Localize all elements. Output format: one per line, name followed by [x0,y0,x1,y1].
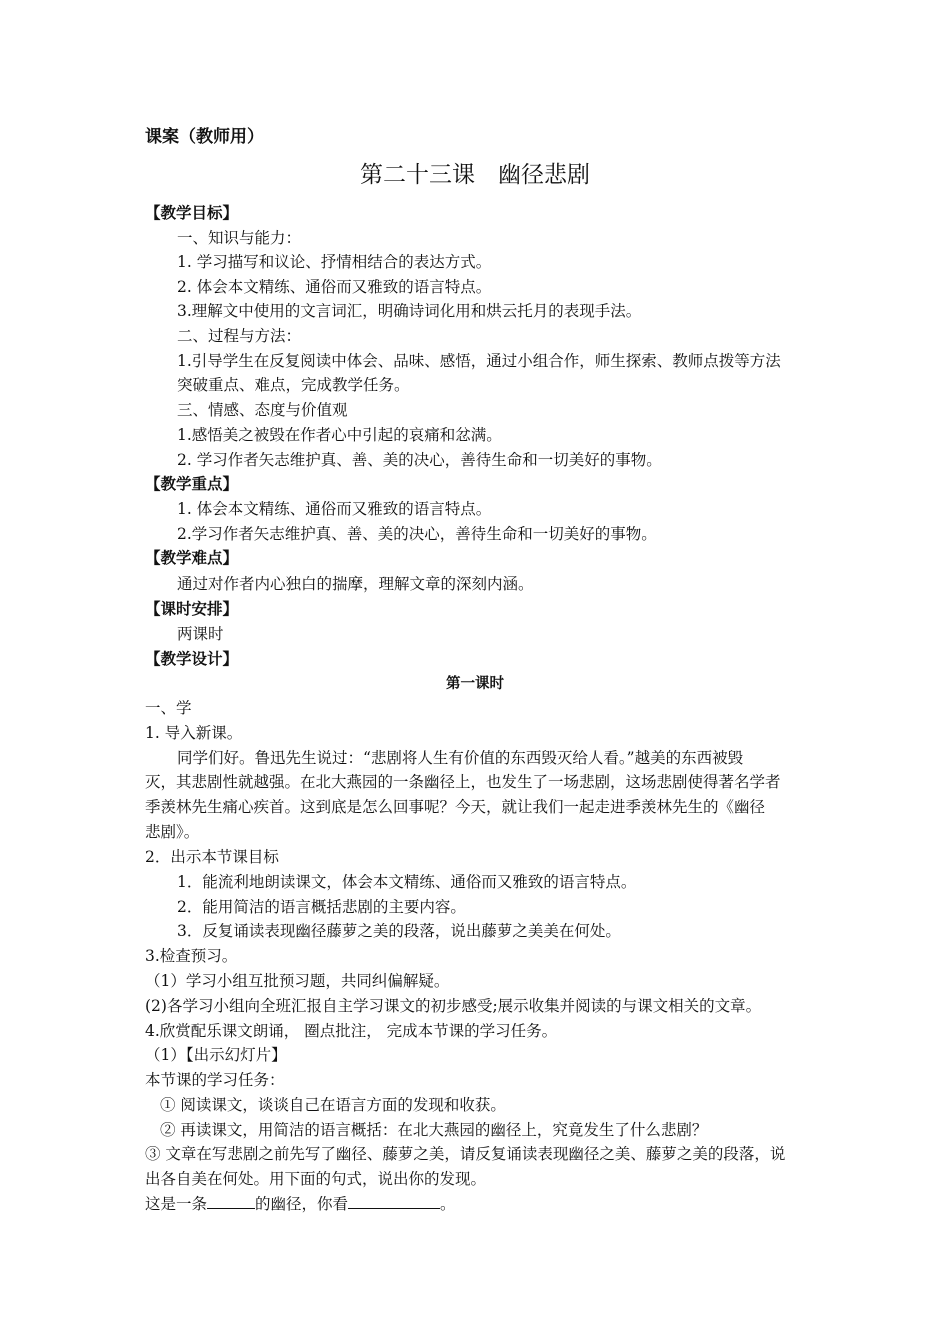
intro-paragraph-line: 同学们好。鲁迅先生说过：“悲剧将人生有价值的东西毁灭给人看。”越美的东西被毁 [177,749,744,767]
objective-item: 1. 学习描写和议论、抒情相结合的表达方式。 [177,253,492,271]
design-heading: 【教学设计】 [145,650,239,668]
task-item: ① 阅读课文，谈谈自己在语言方面的发现和收获。 [160,1096,506,1114]
task-item-continued: 出各自美在何处。用下面的句式，说出你的发现。 [145,1170,487,1188]
step-heading: 3.检查预习。 [145,947,238,965]
part-heading: 一、学 [145,699,192,717]
sentence-pattern-part: 的幽径，你看 [255,1195,349,1213]
schedule-item: 两课时 [177,625,224,643]
objective-item: 3.理解文中使用的文言词汇，明确诗词化用和烘云托月的表现手法。 [177,302,642,320]
step-heading: 4.欣赏配乐课文朗诵， 圈点批注， 完成本节课的学习任务。 [145,1022,558,1040]
objective-item: 2. 学习作者矢志维护真、善、美的决心，善待生命和一切美好的事物。 [177,451,662,469]
key-point-item: 2.学习作者矢志维护真、善、美的决心，善待生命和一切美好的事物。 [177,525,657,543]
fill-in-blank [348,1194,440,1209]
slide-label: （1）【出示幻灯片】 [145,1046,287,1064]
goal-item: 3．反复诵读表现幽径藤萝之美的段落，说出藤萝之美美在何处。 [177,922,621,940]
key-points-heading: 【教学重点】 [145,475,239,493]
objective-item-continued: 突破重点、难点，完成教学任务。 [177,376,410,394]
goal-item: 1．能流利地朗读课文，体会本文精练、通俗而又雅致的语言特点。 [177,873,637,891]
schedule-heading: 【课时安排】 [145,600,239,618]
sentence-pattern [145,1193,456,1215]
intro-paragraph-line: 悲剧》。 [145,823,200,841]
objective-item: 1.感悟美之被毁在作者心中引起的哀痛和忿满。 [177,426,502,444]
objective-item: 2. 体会本文精练、通俗而又雅致的语言特点。 [177,278,492,296]
objectives-heading: 【教学目标】 [145,204,239,222]
objective-item: 1.引导学生在反复阅读中体会、品味、感悟，通过小组合作，师生探索、教师点拨等方法 [177,352,781,370]
check-item: (2)各学习小组向全班汇报自主学习课文的初步感受;展示收集并阅读的与课文相关的文章。 [145,997,762,1015]
task-heading: 本节课的学习任务： [145,1071,285,1089]
period-title: 第一课时 [446,676,504,692]
difficulty-heading: 【教学难点】 [145,549,239,567]
page-title: 第二十三课 幽径悲剧 [360,162,590,188]
objective-process-heading: 二、过程与方法： [177,327,302,345]
difficulty-item: 通过对作者内心独白的揣摩，理解文章的深刻内涵。 [177,575,534,593]
check-item: （1）学习小组互批预习题，共同纠偏解疑。 [145,972,450,990]
intro-paragraph-line: 季羡林先生痛心疾首。这到底是怎么回事呢？今天，就让我们一起走进季羡林先生的《幽径 [145,798,766,816]
key-point-item: 1. 体会本文精练、通俗而又雅致的语言特点。 [177,500,492,518]
document-label: 课案（教师用） [145,127,264,147]
objective-knowledge-heading: 一、知识与能力： [177,229,302,247]
step-heading: 2．出示本节课目标 [145,848,279,866]
task-item: ③ 文章在写悲剧之前先写了幽径、藤萝之美，请反复诵读表现幽径之美、藤萝之美的段落，说 [145,1145,786,1163]
objective-emotion-heading: 三、情感、态度与价值观 [177,401,348,419]
sentence-pattern-part: 这是一条 [145,1195,208,1213]
sentence-pattern-part: 。 [440,1195,456,1213]
step-heading: 1. 导入新课。 [145,724,243,742]
goal-item: 2．能用简洁的语言概括悲剧的主要内容。 [177,898,466,916]
fill-in-blank [207,1194,255,1209]
intro-paragraph-line: 灭，其悲剧性就越强。在北大燕园的一条幽径上，也发生了一场悲剧，这场悲剧使得著名学者 [145,773,781,791]
task-item: ② 再读课文，用简洁的语言概括：在北大燕园的幽径上，究竟发生了什么悲剧？ [160,1121,708,1139]
